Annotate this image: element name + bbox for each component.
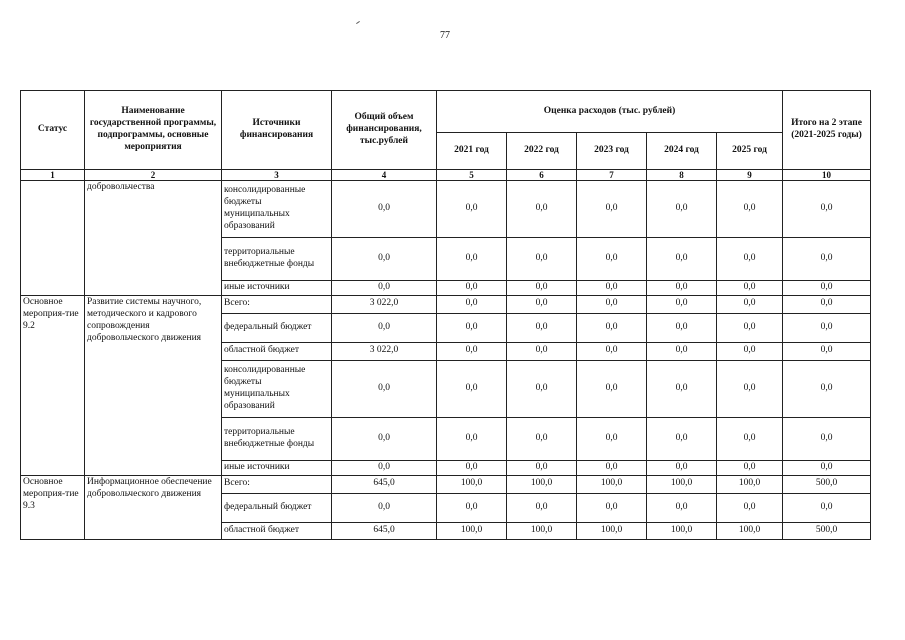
total-funding-cell: 0,0 bbox=[332, 493, 437, 522]
total-funding-cell: 0,0 bbox=[332, 313, 437, 342]
stage-total-cell: 500,0 bbox=[783, 522, 871, 539]
year-value-cell: 0,0 bbox=[577, 281, 647, 296]
total-funding-cell: 645,0 bbox=[332, 475, 437, 493]
page-number: 77 bbox=[440, 30, 450, 41]
funding-source-cell: областной бюджет bbox=[222, 522, 332, 539]
funding-source-cell: консолидированные бюджеты муниципальных образований bbox=[222, 181, 332, 238]
column-number: 4 bbox=[332, 170, 437, 181]
stage-total-cell: 500,0 bbox=[783, 475, 871, 493]
funding-source-cell: областной бюджет bbox=[222, 342, 332, 360]
column-number-row bbox=[21, 170, 871, 181]
year-value-cell: 0,0 bbox=[507, 342, 577, 360]
year-value-cell: 0,0 bbox=[437, 281, 507, 296]
year-value-cell: 0,0 bbox=[647, 313, 717, 342]
stage-total-cell: 0,0 bbox=[783, 238, 871, 281]
status-cell bbox=[21, 181, 85, 296]
year-value-cell: 0,0 bbox=[717, 281, 783, 296]
column-number: 6 bbox=[507, 170, 577, 181]
year-value-cell: 100,0 bbox=[507, 522, 577, 539]
column-number: 7 bbox=[577, 170, 647, 181]
status-cell: Основное мероприя-тие 9.2 bbox=[21, 295, 85, 475]
funding-source-cell: консолидированные бюджеты муниципальных образований bbox=[222, 360, 332, 417]
stage-total-cell: 0,0 bbox=[783, 417, 871, 460]
year-value-cell: 0,0 bbox=[577, 360, 647, 417]
year-value-cell: 0,0 bbox=[717, 493, 783, 522]
year-value-cell: 0,0 bbox=[577, 460, 647, 475]
header-year-2022: 2022 год bbox=[507, 133, 577, 170]
header-total-funding: Общий объем финансирования, тыс.рублей bbox=[332, 91, 437, 170]
total-funding-cell: 0,0 bbox=[332, 360, 437, 417]
year-value-cell: 100,0 bbox=[647, 522, 717, 539]
total-funding-cell: 0,0 bbox=[332, 181, 437, 238]
year-value-cell: 0,0 bbox=[437, 417, 507, 460]
funding-source-cell: федеральный бюджет bbox=[222, 313, 332, 342]
year-value-cell: 0,0 bbox=[507, 281, 577, 296]
funding-source-cell: Всего: bbox=[222, 475, 332, 493]
year-value-cell: 0,0 bbox=[507, 181, 577, 238]
header-year-2021: 2021 год bbox=[437, 133, 507, 170]
year-value-cell: 0,0 bbox=[577, 342, 647, 360]
year-value-cell: 0,0 bbox=[507, 313, 577, 342]
stage-total-cell: 0,0 bbox=[783, 181, 871, 238]
measure-name-cell: Информационное обеспечение добровольческого движения bbox=[85, 475, 222, 539]
header-year-2024: 2024 год bbox=[647, 133, 717, 170]
year-value-cell: 0,0 bbox=[717, 342, 783, 360]
header-status: Статус bbox=[21, 91, 85, 170]
year-value-cell: 0,0 bbox=[647, 360, 717, 417]
year-value-cell: 0,0 bbox=[577, 417, 647, 460]
year-value-cell: 0,0 bbox=[437, 295, 507, 313]
stage-total-cell: 0,0 bbox=[783, 313, 871, 342]
year-value-cell: 0,0 bbox=[717, 360, 783, 417]
year-value-cell: 100,0 bbox=[507, 475, 577, 493]
year-value-cell: 0,0 bbox=[717, 238, 783, 281]
measure-name-cell: Развитие системы научного, методического и кадрового сопровождения добровольческого движения bbox=[85, 295, 222, 475]
table-row bbox=[21, 181, 871, 238]
header-year-2025: 2025 год bbox=[717, 133, 783, 170]
funding-source-cell: Всего: bbox=[222, 295, 332, 313]
year-value-cell: 100,0 bbox=[437, 522, 507, 539]
year-value-cell: 100,0 bbox=[717, 475, 783, 493]
year-value-cell: 0,0 bbox=[577, 181, 647, 238]
funding-source-cell: территориальные внебюджетные фонды bbox=[222, 417, 332, 460]
funding-source-cell: территориальные внебюджетные фонды bbox=[222, 238, 332, 281]
year-value-cell: 0,0 bbox=[437, 460, 507, 475]
year-value-cell: 0,0 bbox=[507, 295, 577, 313]
year-value-cell: 0,0 bbox=[437, 181, 507, 238]
table-row bbox=[21, 295, 871, 313]
year-value-cell: 0,0 bbox=[717, 417, 783, 460]
header-stage-total: Итого на 2 этапе (2021-2025 годы) bbox=[783, 91, 871, 170]
year-value-cell: 0,0 bbox=[647, 460, 717, 475]
column-number: 3 bbox=[222, 170, 332, 181]
year-value-cell: 0,0 bbox=[577, 313, 647, 342]
year-value-cell: 0,0 bbox=[577, 295, 647, 313]
table-body bbox=[21, 181, 871, 540]
column-number: 10 bbox=[783, 170, 871, 181]
year-value-cell: 0,0 bbox=[647, 342, 717, 360]
column-number: 1 bbox=[21, 170, 85, 181]
year-value-cell: 100,0 bbox=[717, 522, 783, 539]
year-value-cell: 100,0 bbox=[577, 522, 647, 539]
year-value-cell: 100,0 bbox=[577, 475, 647, 493]
year-value-cell: 0,0 bbox=[717, 295, 783, 313]
column-number: 9 bbox=[717, 170, 783, 181]
year-value-cell: 0,0 bbox=[507, 493, 577, 522]
year-value-cell: 0,0 bbox=[647, 281, 717, 296]
column-number: 8 bbox=[647, 170, 717, 181]
status-cell: Основное мероприя-тие 9.3 bbox=[21, 475, 85, 539]
year-value-cell: 100,0 bbox=[647, 475, 717, 493]
year-value-cell: 0,0 bbox=[647, 417, 717, 460]
total-funding-cell: 645,0 bbox=[332, 522, 437, 539]
total-funding-cell: 3 022,0 bbox=[332, 342, 437, 360]
year-value-cell: 0,0 bbox=[507, 238, 577, 281]
header-funding-sources: Источники финансирования bbox=[222, 91, 332, 170]
header-expense-estimate: Оценка расходов (тыс. рублей) bbox=[437, 91, 783, 133]
funding-source-cell: иные источники bbox=[222, 281, 332, 296]
year-value-cell: 0,0 bbox=[577, 493, 647, 522]
year-value-cell: 0,0 bbox=[507, 417, 577, 460]
total-funding-cell: 0,0 bbox=[332, 281, 437, 296]
year-value-cell: 0,0 bbox=[437, 360, 507, 417]
year-value-cell: 0,0 bbox=[717, 313, 783, 342]
stage-total-cell: 0,0 bbox=[783, 493, 871, 522]
year-value-cell: 0,0 bbox=[717, 181, 783, 238]
year-value-cell: 0,0 bbox=[717, 460, 783, 475]
scan-mark bbox=[356, 21, 360, 24]
year-value-cell: 0,0 bbox=[577, 238, 647, 281]
funding-source-cell: иные источники bbox=[222, 460, 332, 475]
year-value-cell: 0,0 bbox=[437, 342, 507, 360]
stage-total-cell: 0,0 bbox=[783, 295, 871, 313]
year-value-cell: 0,0 bbox=[507, 360, 577, 417]
year-value-cell: 0,0 bbox=[647, 493, 717, 522]
year-value-cell: 0,0 bbox=[647, 181, 717, 238]
year-value-cell: 0,0 bbox=[437, 493, 507, 522]
table-row bbox=[21, 475, 871, 493]
year-value-cell: 0,0 bbox=[507, 460, 577, 475]
total-funding-cell: 3 022,0 bbox=[332, 295, 437, 313]
year-value-cell: 0,0 bbox=[647, 238, 717, 281]
year-value-cell: 0,0 bbox=[647, 295, 717, 313]
total-funding-cell: 0,0 bbox=[332, 460, 437, 475]
year-value-cell: 0,0 bbox=[437, 238, 507, 281]
stage-total-cell: 0,0 bbox=[783, 281, 871, 296]
stage-total-cell: 0,0 bbox=[783, 342, 871, 360]
total-funding-cell: 0,0 bbox=[332, 238, 437, 281]
column-number: 2 bbox=[85, 170, 222, 181]
year-value-cell: 100,0 bbox=[437, 475, 507, 493]
stage-total-cell: 0,0 bbox=[783, 360, 871, 417]
year-value-cell: 0,0 bbox=[437, 313, 507, 342]
header-year-2023: 2023 год bbox=[577, 133, 647, 170]
funding-source-cell: федеральный бюджет bbox=[222, 493, 332, 522]
header-program-name: Наименование государственной программы, подпрограммы, основные мероприятия bbox=[85, 91, 222, 170]
total-funding-cell: 0,0 bbox=[332, 417, 437, 460]
measure-name-cell: добровольчества bbox=[85, 181, 222, 296]
budget-table bbox=[20, 90, 871, 540]
stage-total-cell: 0,0 bbox=[783, 460, 871, 475]
column-number: 5 bbox=[437, 170, 507, 181]
